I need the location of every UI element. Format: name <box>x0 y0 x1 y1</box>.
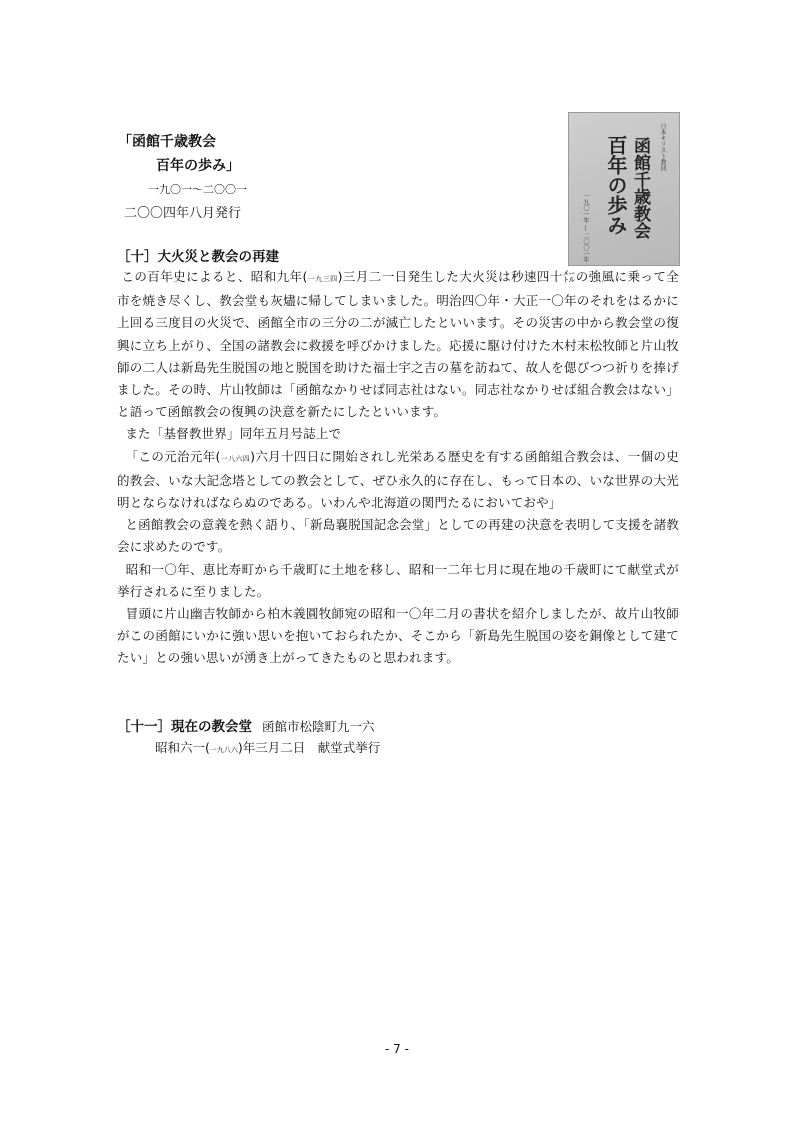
cover-title-history: 百年の歩み <box>604 135 628 235</box>
paragraph-2: また「基督教世界」同年五月号誌上で <box>125 426 342 442</box>
dedication-line: 昭和六一(一九八六)年三月二日 献堂式挙行 <box>155 740 381 755</box>
paragraph-3-quote: 「この元治元年(一八六四)六月十四日に開始されし光栄ある歴史を有する函館組合教会は、一個の史的教会、いな大記念塔としての教会として、ぜひ永久的に存在し、もって日本の、いな世界の大光明とならなければならぬのである。いわんや北海道の関門たるにおいておや」 <box>117 448 679 511</box>
book-info <box>118 130 247 226</box>
book-published: 二〇〇四年八月発行 <box>124 206 242 221</box>
paragraph-6: 冒頭に片山幽吉牧師から柏木義圓牧師宛の昭和一〇年二月の書状を紹介しましたが、故片山牧師がこの函館にいかに強い思いを抱いておられたか、そこから「新島先生脱国の姿を銅像として建てたい」との強い思いが湧き上がってきたものと思われます。 <box>117 606 679 666</box>
cover-dates: 一九〇一年 — 二〇〇一年 <box>582 193 589 263</box>
section11-heading: ［十一］現在の教会堂 函館市松陰町九一六 <box>117 719 375 735</box>
section10-heading: ［十］大火災と教会の再建 <box>117 249 279 265</box>
church-address: 函館市松陰町九一六 <box>262 719 375 734</box>
section10-body <box>117 266 679 670</box>
book-cover-image <box>568 112 680 266</box>
book-title-line1: 「函館千歳教会 <box>118 134 216 150</box>
book-years: 一九〇一～二〇〇一 <box>148 183 247 196</box>
cover-title-church: 函館千歳教会 <box>630 137 650 239</box>
paragraph-5: 昭和一〇年、恵比寿町から千歳町に土地を移し、昭和一二年七月に現在地の千歳町にて献堂式が挙行されるに至りました。 <box>117 561 679 599</box>
book-title-line2: 百年の歩み」 <box>156 158 240 174</box>
cover-publisher: 日本キリスト教団 <box>659 123 666 171</box>
page-number: - 7 - <box>385 1042 409 1056</box>
paragraph-4: と函館教会の意義を熱く語り、「新島襄脱国記念会堂」としての再建の決意を表明して支援を諸教会に求めたのです。 <box>117 517 679 555</box>
paragraph-1: この百年史によると、昭和九年(一九三四)三月二一日発生した大火災は秒速四十㍍の強風に乗って全市を焼き尽くし、教会堂も灰燼に帰してしまいました。明治四〇年・大正一〇年のそれをはるかに上回る三度目の火災で、函館全市の三分の二が滅亡したといいます。その災害の中から教会堂の復興に立ち上がり、全国の諸教会に救援を呼びかけました。応援に駆け付けた木村末松牧師と片山牧師の二人は新島先生脱国の地と脱国を助けた福士宇之吉の墓を訪ねて、故人を偲びつつ祈りを捧げました。その時、片山牧師は「函館なかりせば同志社はない。同志社なかりせば組合教会はない」と語って函館教会の復興の決意を新たにしたといいます。 <box>117 269 679 420</box>
